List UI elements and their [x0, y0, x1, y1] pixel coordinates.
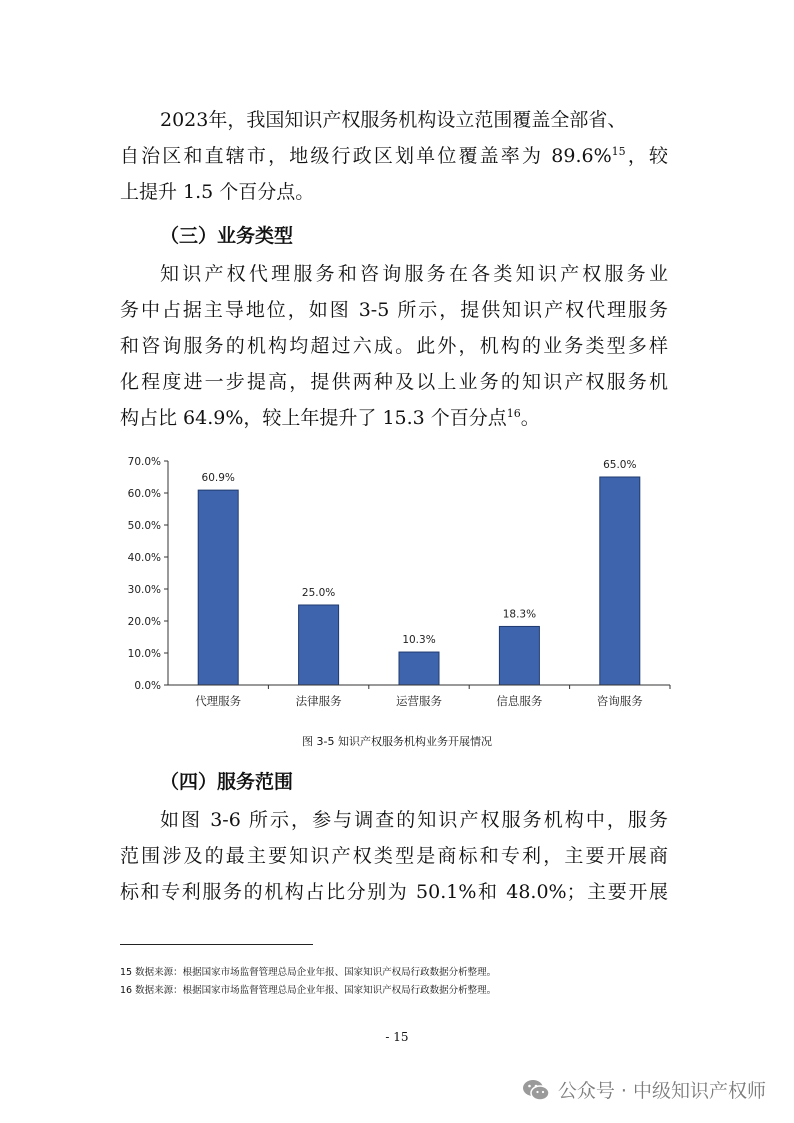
bar-5 — [600, 477, 640, 685]
section-heading-service-scope: （四）服务范围 — [160, 771, 294, 793]
bar-data-label: 65.0% — [603, 459, 637, 471]
bar-data-label: 25.0% — [301, 587, 336, 599]
y-tick-label: 40.0% — [127, 552, 161, 564]
bar-4 — [499, 626, 539, 685]
footnote-16: 16 数据来源：根据国家市场监督管理总局企业年报、国家知识产权局行政数据分析整理。 — [120, 985, 497, 996]
section-heading-business-types: （三）业务类型 — [160, 225, 294, 247]
x-tick-label: 咨询服务 — [596, 694, 643, 708]
paragraph-coverage — [120, 102, 668, 210]
bar-chart — [110, 448, 680, 716]
text-line: 上提升 1.5 个百分点。 — [120, 181, 315, 203]
text-line: 务中占据主导地位，如图 3-5 所示，提供知识产权代理服务 — [120, 299, 668, 321]
text-line: 标和专利服务的机构占比分别为 50.1%和 48.0%；主要开展 — [120, 881, 668, 903]
bar-data-label: 60.9% — [201, 472, 235, 485]
wechat-icon — [522, 1078, 550, 1102]
footnote-ref[interactable]: 15 — [611, 145, 626, 158]
bar-3 — [399, 652, 439, 685]
page-number: - 15 — [385, 1030, 409, 1044]
text-line: 自治区和直辖市，地级行政区划单位覆盖率为 89.6%$^{15}$，较 — [120, 145, 668, 167]
footnote-15: 15 数据来源：根据国家市场监督管理总局企业年报、国家知识产权局行政数据分析整理。 — [120, 967, 497, 978]
watermark-text: 公众号 · 中级知识产权师 — [557, 1080, 766, 1102]
x-tick-label: 代理服务 — [195, 694, 242, 708]
footnote-ref[interactable]: 16 — [506, 407, 521, 420]
y-tick-label: 30.0% — [127, 584, 161, 596]
text-line: 构占比 64.9%，较上年提升了 15.3 个百分点$^{16}$。 — [120, 407, 540, 429]
y-tick-label: 60.0% — [127, 488, 161, 500]
x-tick-label: 运营服务 — [396, 694, 442, 708]
y-tick-label: 50.0% — [127, 520, 161, 532]
footnote-divider — [120, 944, 313, 945]
text-line: 化程度进一步提高，提供两种及以上业务的知识产权服务机 — [120, 371, 668, 393]
x-tick-label: 信息服务 — [496, 694, 543, 708]
figure-caption: 图 3-5 知识产权服务机构业务开展情况 — [302, 735, 492, 748]
text-line: 2023年，我国知识产权服务机构设立范围覆盖全部省、 — [160, 109, 627, 131]
y-tick-label: 0.0% — [134, 680, 161, 692]
y-tick-label: 20.0% — [127, 616, 161, 628]
x-tick-label: 法律服务 — [295, 694, 342, 708]
paragraph-service-scope — [120, 802, 668, 910]
text-line: 范围涉及的最主要知识产权类型是商标和专利，主要开展商 — [120, 845, 668, 867]
y-tick-label: 70.0% — [127, 456, 161, 468]
text-line: 如图 3-6 所示，参与调查的知识产权服务机构中，服务 — [160, 809, 668, 831]
watermark — [522, 1076, 766, 1103]
bar-1 — [198, 490, 238, 685]
text-line: 和咨询服务的机构均超过六成。此外，机构的业务类型多样 — [120, 335, 668, 357]
text-line: 知识产权代理服务和咨询服务在各类知识产权服务业 — [160, 263, 668, 285]
bar-2 — [299, 605, 339, 685]
bar-data-label: 10.3% — [402, 634, 436, 647]
bar-data-label: 18.3% — [502, 608, 537, 621]
paragraph-business-types — [120, 256, 668, 436]
y-tick-label: 10.0% — [127, 648, 161, 660]
